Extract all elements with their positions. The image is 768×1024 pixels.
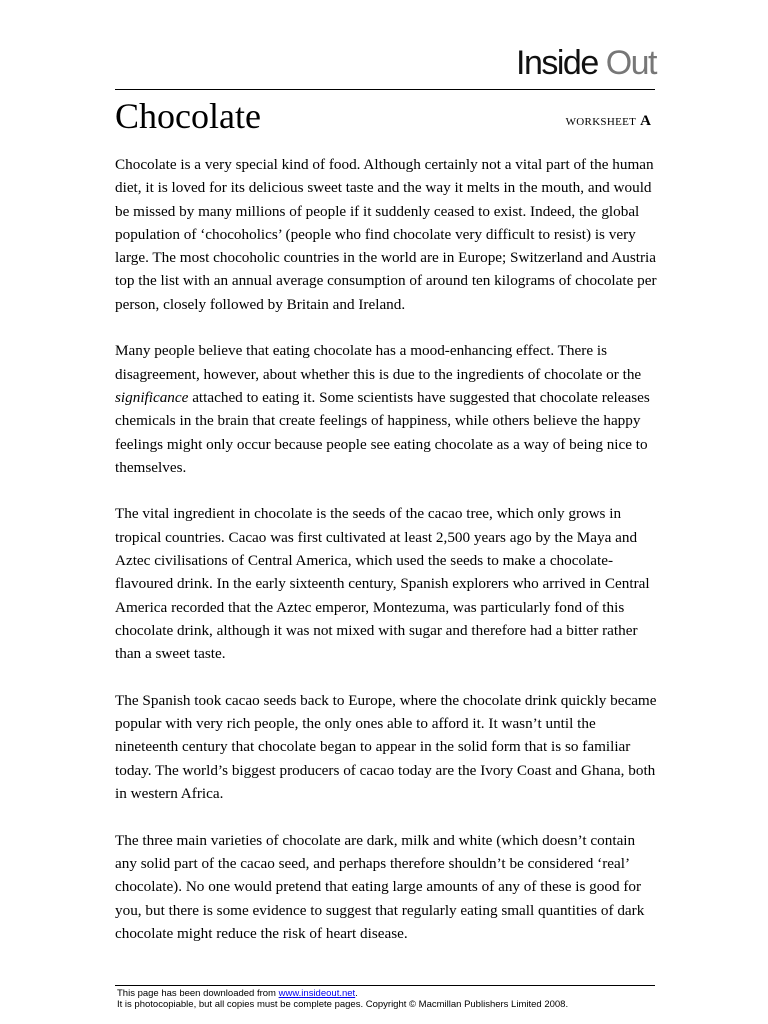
paragraph-mood-end: attached to eating it. Some scientists have suggested that chocolate releases chemicals in the brain that create feelings of happiness, while others believe the happy feelings might only occur because people see eating chocolate as a way of being nice to themselves. [115, 388, 650, 476]
page-footer [117, 988, 568, 1010]
brand-logo [516, 46, 656, 80]
page-title: Chocolate [115, 96, 261, 136]
brand-logo-inside: Inside [516, 44, 598, 82]
paragraph-varieties: The three main varieties of chocolate are dark, milk and white (which doesn’t contain any solid part of the cacao seed, and perhaps therefore shouldn’t be considered ‘real’ chocolate). No one would pretend that eating large amounts of any of these is good for you, but there is some evidence to suggest that regularly eating small quantities of dark chocolate might reduce the risk of heart disease. [115, 831, 645, 942]
footer-download-prefix: This page has been downloaded from [117, 988, 279, 999]
worksheet-word: WORKSHEET [565, 116, 637, 128]
paragraph-origins: The vital ingredient in chocolate is the seeds of the cacao tree, which only grows in tropical countries. Cacao was first cultivated at least 2,500 years ago by the Maya and Aztec civilisations of Central America, which used the seeds to make a chocolate-flavoured drink. In the early sixteenth century, Spanish explorers who arrived in Central America recorded that the Aztec emperor, Montezuma, was particularly fond of this chocolate drink, although it was not mixed with sugar and therefore had a bitter rather than a sweet taste. [115, 505, 650, 663]
paragraph-mood-start: Many people believe that eating chocolate has a mood-enhancing effect. There is disagreement, however, about whether this is due to the ingredients of chocolate or the [115, 342, 642, 383]
paragraph-mood [115, 339, 660, 479]
paragraph-europe: The Spanish took cacao seeds back to Europe, where the chocolate drink quickly became popular with very rich people, the only ones able to afford it. It wasn’t until the nineteenth century that chocolate began to appear in the solid form that is so familiar today. The world’s biggest producers of cacao today are the Ivory Coast and Ghana, both in western Africa. [115, 691, 657, 803]
footer-copyright-line: It is photocopiable, but all copies must be complete pages. Copyright © Macmillan Publishers Limited 2008. [117, 999, 569, 1010]
brand-logo-out: Out [605, 44, 656, 82]
footer-website-link[interactable]: www.insideout.net [278, 988, 356, 999]
worksheet-letter: A [640, 113, 651, 129]
article-body [115, 153, 660, 968]
paragraph-mood-italic-word: significance [115, 388, 189, 406]
footer-download-suffix: . [355, 988, 358, 999]
footer-download-line [117, 988, 568, 999]
header-divider [115, 89, 655, 90]
paragraph-consumption: Chocolate is a very special kind of food. Although certainly not a vital part of the human diet, it is loved for its delicious sweet taste and the way it melts in the mouth, and would be missed by many millions of people if it suddenly ceased to exist. Indeed, the global population of ‘chocoholics’ (people who find chocolate very difficult to resist) is very large. The most chocoholic countries in the world are in Europe; Switzerland and Austria top the list with an annual average consumption of around ten kilograms of chocolate per person, closely followed by Britain and Ireland. [115, 156, 657, 313]
worksheet-label [566, 113, 651, 129]
footer-divider [115, 985, 655, 986]
